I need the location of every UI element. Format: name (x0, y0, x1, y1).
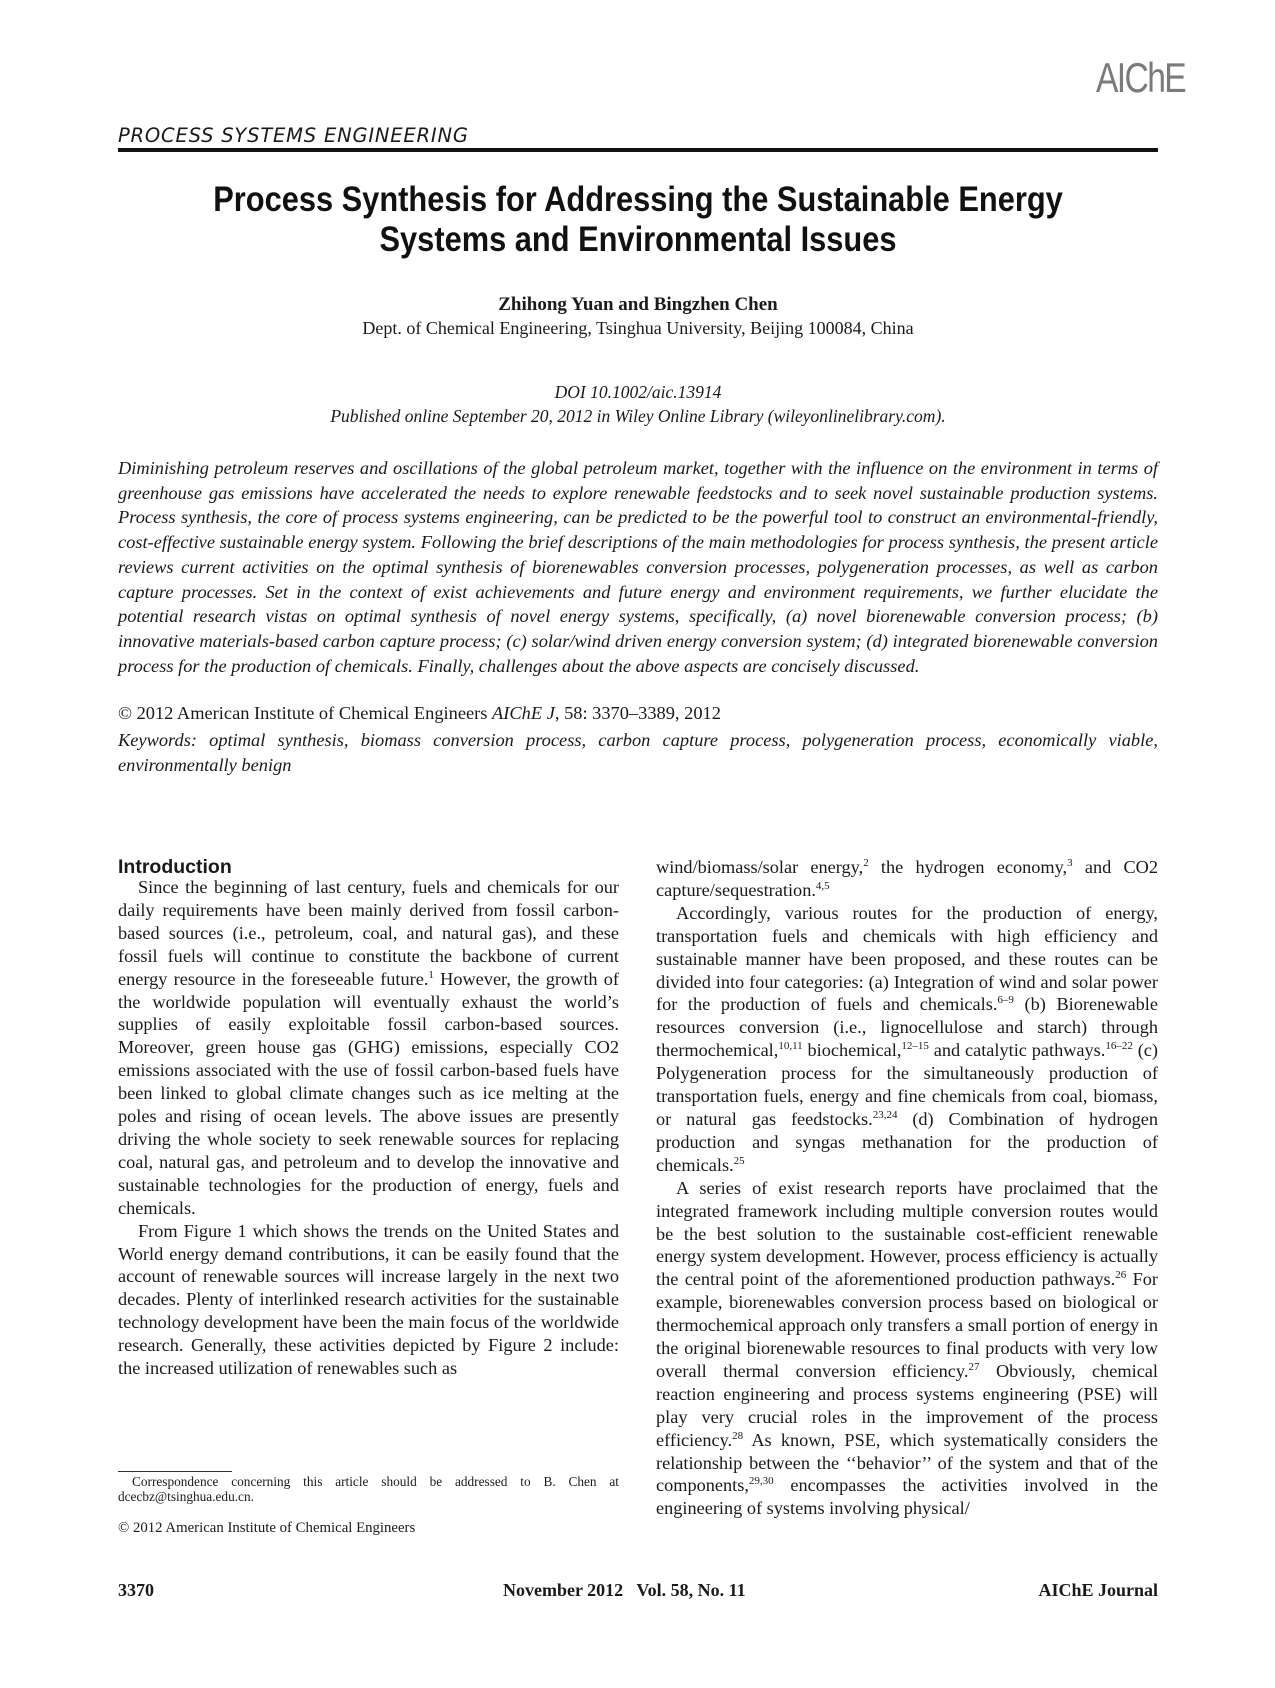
journal-name: AIChE Journal (1038, 1580, 1158, 1600)
text-span: the hydrogen economy, (868, 857, 1068, 877)
text-span: As known, PSE, which systematically considers the relationship between the ‘‘behavior’’ of the system and that of the components, (656, 1429, 1158, 1496)
text-span: However, the growth of the worldwide population will eventually exhaust the world’s supplies of easily exploitable fossil carbon-based sources. Moreover, green house gas (GHG) emissions, especially CO2 emissions associated with the use of fossil carbon-based fuels have been linked to global climate changes such as ice melting at the poles and rising of ocean levels. The above issues are presently driving the whole society to seek renewable sources for replacing coal, natural gas, and petroleum and to develop the innovative and sustainable technologies for the production of energy, fuels and chemicals. (118, 968, 619, 1218)
left-column (118, 876, 619, 1380)
section-heading-introduction: Introduction (118, 856, 232, 878)
text-span: Accordingly, various routes for the production of energy, transportation fuels and chemicals with high efficiency and sustainable manner have been proposed, and these routes can be divided into four categories: (a) Integration of wind and solar power for the production of fuels and chemicals. (656, 902, 1158, 1015)
header-rule (118, 148, 1158, 152)
copyright-suffix: , 58: 3370–3389, 2012 (554, 703, 721, 723)
copyright-prefix: © 2012 American Institute of Chemical Engineers (118, 703, 488, 723)
text-span: Obviously, chemical reaction engineering and process systems engineering (PSE) will play very crucial roles in the improvement of the process efficiency. (656, 1360, 1158, 1450)
paragraph (656, 1177, 1158, 1521)
reference-superscript: 27 (968, 1360, 980, 1373)
footnote-copyright: © 2012 American Institute of Chemical Engineers (118, 1520, 416, 1536)
abstract: Diminishing petroleum reserves and oscillations of the global petroleum market, together with the influence on the environment in terms of greenhouse gas emissions have accelerated the needs to explore renewable feedstocks and to seek novel sustainable production systems. Process synthesis, the core of process systems engineering, can be predicted to be the powerful tool to construct an environmental-friendly, cost-effective sustainable energy system. Following the brief descriptions of the main methodologies for process synthesis, the present article reviews current activities on the optimal synthesis of biorenewables conversion processes, polygeneration processes, as well as carbon capture processes. Set in the context of exist achievements and future energy and environment requirements, we further elucidate the potential research vistas on optimal synthesis of novel energy systems, specifically, (a) novel biorenewable conversion process; (b) innovative materials-based carbon capture process; (c) solar/wind driven energy conversion system; (d) integrated biorenewable conversion process for the production of chemicals. Finally, challenges about the above aspects are concisely discussed. (118, 458, 1158, 676)
page-number: 3370 (118, 1580, 154, 1600)
section-label: PROCESS SYSTEMS ENGINEERING (118, 124, 469, 147)
text-span: encompasses the activities involved in the engineering of systems involving physical/ (656, 1475, 1158, 1519)
issue-info: November 2012 Vol. 58, No. 11 (503, 1580, 746, 1600)
text-span: and catalytic pathways. (928, 1040, 1106, 1061)
abstract-copyright (118, 703, 1158, 724)
text-span: (d) Combination of hydrogen production and syngas methanation for the production of chemicals. (656, 1108, 1158, 1175)
text-span: Since the beginning of last century, fuels and chemicals for our daily requirements have been mainly derived from fossil carbon-based sources (i.e., petroleum, coal, and natural gas), and these fossil fuels will continue to constitute the backbone of current energy resource in the foreseeable future. (118, 877, 619, 989)
authors: Zhihong Yuan and Bingzhen Chen (498, 294, 778, 315)
reference-superscript: 26 (1115, 1269, 1127, 1282)
paragraph: From Figure 1 which shows the trends on the United States and World energy demand contributions, it can be easily found that the account of renewable sources will increase largely in the next two decades. Plenty of interlinked research activities for the sustainable technology development have been the main focus of the worldwide research. Generally, these activities depicted by Figure 2 include: the increased utilization of renewables such as (118, 1220, 619, 1379)
text-span: wind/biomass/solar energy, (656, 857, 864, 877)
paragraph (656, 902, 1158, 1177)
doi: DOI 10.1002/aic.13914 (554, 382, 722, 402)
reference-superscript: 28 (732, 1429, 744, 1442)
correspondence-footnote: Correspondence concerning this article should be addressed to B. Chen at dcecbz@tsinghua.edu.cn. (118, 1474, 619, 1504)
reference-superscript: 6–9 (997, 994, 1014, 1007)
journal-logo: AIChE (1096, 54, 1186, 101)
copyright-journal: AIChE J (492, 703, 555, 723)
reference-superscript: 1 (428, 968, 434, 981)
reference-superscript: 25 (733, 1154, 745, 1167)
footnote-rule (118, 1471, 232, 1472)
text-span: (c) Polygeneration process for the simultaneously production of transportation fuels, energy and fine chemicals from coal, biomass, or natural gas feedstocks. (656, 1040, 1158, 1129)
text-span: and CO2 capture/sequestration. (656, 857, 1159, 900)
reference-superscript: 12–15 (901, 1040, 929, 1053)
affiliation: Dept. of Chemical Engineering, Tsinghua University, Beijing 100084, China (362, 318, 914, 338)
right-column (656, 856, 1158, 1520)
reference-superscript: 2 (863, 857, 869, 869)
text-span: For example, biorenewables conversion process based on biological or thermochemical approach only transfers a small portion of energy in the original biorenewable resources to final products with very low overall thermal conversion efficiency. (656, 1269, 1159, 1381)
reference-superscript: 4,5 (815, 879, 830, 892)
text-span: A series of exist research reports have proclaimed that the integrated framework including multiple conversion routes would be the best solution to the sustainable cost-efficient renewable energy system development. However, process efficiency is actually the central point of the aforementioned production pathways. (656, 1177, 1158, 1290)
text-span: (b) Biorenewable resources conversion (i.e., lignocellulose and starch) through thermochemical, (656, 994, 1158, 1061)
reference-superscript: 23,24 (872, 1108, 898, 1121)
title-line-1: Process Synthesis for Addressing the Sustainable Energy (213, 180, 1063, 219)
article-title (118, 180, 1158, 260)
reference-superscript: 16–22 (1105, 1040, 1133, 1053)
publication-info: Published online September 20, 2012 in Wiley Online Library (wileyonlinelibrary.com). (330, 406, 946, 426)
text-span: biochemical, (802, 1040, 902, 1061)
reference-superscript: 29,30 (748, 1475, 774, 1488)
paragraph (118, 876, 619, 1220)
reference-superscript: 10,11 (778, 1040, 803, 1053)
paragraph (656, 856, 1158, 902)
keywords: Keywords: optimal synthesis, biomass conversion process, carbon capture process, polygeneration process, economically viable, environmentally benign (118, 730, 1158, 775)
reference-superscript: 3 (1067, 857, 1073, 869)
title-line-2: Systems and Environmental Issues (379, 220, 897, 259)
